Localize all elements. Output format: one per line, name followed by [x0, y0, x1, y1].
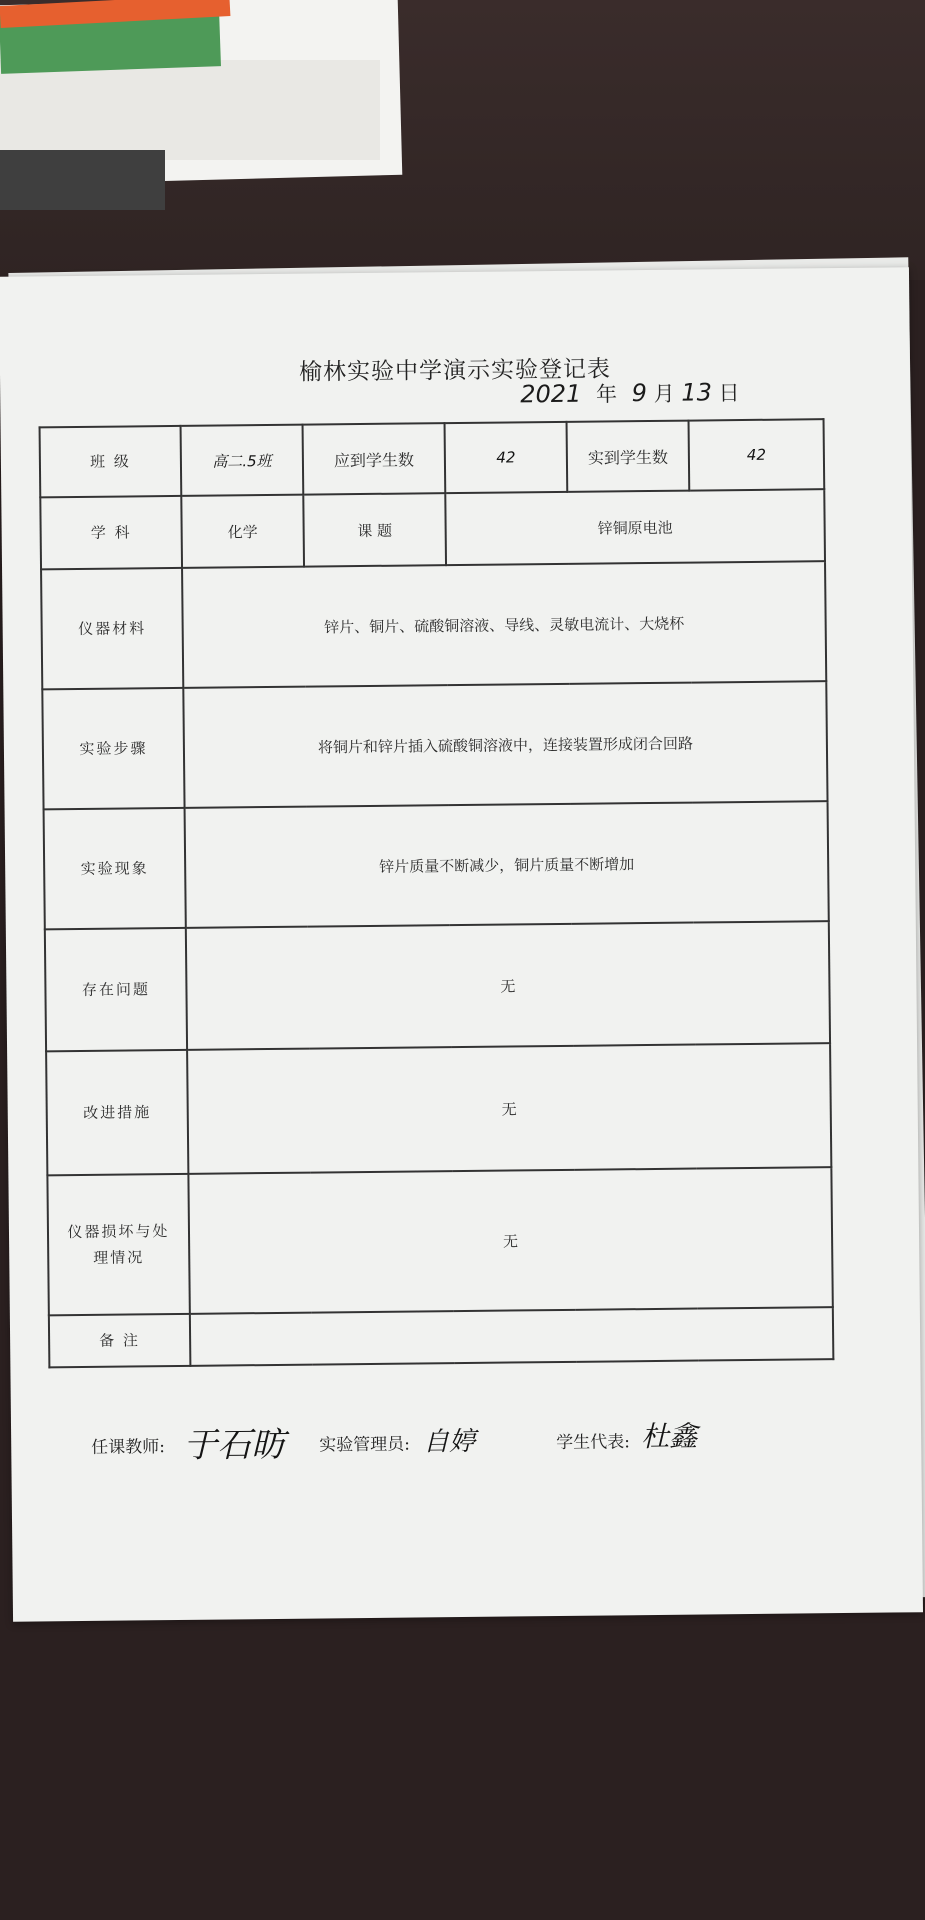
row-value: 无: [187, 1043, 831, 1174]
expected-students-label: 应到学生数: [303, 423, 446, 494]
admin-signature: 自婷: [423, 1426, 476, 1458]
form-row: [47, 1167, 832, 1315]
actual-students-label: 实到学生数: [567, 421, 690, 492]
class-label: 班 级: [40, 426, 182, 497]
teacher-signature: 于石昉: [183, 1424, 286, 1466]
paper-stack: [0, 60, 380, 160]
form-row: [45, 921, 830, 1051]
row-label: 改进措施: [46, 1050, 188, 1175]
form-row: [44, 801, 829, 929]
signature-footer: [51, 1403, 852, 1491]
date-day: 13: [681, 378, 713, 407]
dark-paper: [0, 150, 165, 210]
subject-value: 化学: [181, 495, 304, 568]
class-row: [40, 419, 825, 497]
experiment-form-table: [39, 418, 835, 1368]
row-value: 无: [186, 921, 830, 1050]
topic-value: 锌铜原电池: [445, 489, 825, 565]
form-date: [520, 377, 740, 409]
student-signature: 杜鑫: [640, 1419, 698, 1454]
row-value: 无: [188, 1167, 832, 1314]
date-year-label: 年: [595, 382, 618, 407]
form-row: [46, 1043, 831, 1175]
row-label: 存在问题: [45, 928, 187, 1051]
subject-label: 学 科: [40, 496, 182, 569]
expected-students-value: 42: [445, 422, 568, 493]
form-row: [41, 561, 826, 689]
row-value: 锌片质量不断减少，铜片质量不断增加: [185, 801, 829, 928]
date-month-label: 月: [653, 381, 675, 406]
registration-form-sheet: [0, 267, 923, 1621]
row-value: 将铜片和锌片插入硫酸铜溶液中，连接装置形成闭合回路: [183, 681, 827, 808]
student-label: 学生代表:: [556, 1432, 631, 1454]
row-label: 备 注: [49, 1314, 191, 1367]
row-label: 仪器损坏与处理情况: [47, 1174, 189, 1315]
row-label: 实验步骤: [42, 688, 184, 809]
row-value: 锌片、铜片、硫酸铜溶液、导线、灵敏电流计、大烧杯: [182, 561, 826, 688]
subject-row: [40, 489, 825, 569]
form-title: 榆林实验中学演示实验登记表: [298, 356, 612, 386]
form-row: [42, 681, 827, 809]
date-month: 9: [631, 379, 648, 408]
topic-label: 课 题: [303, 493, 446, 566]
class-value: 高二.5班: [181, 425, 304, 496]
actual-students-value: 42: [689, 419, 825, 490]
teacher-label: 任课教师:: [91, 1437, 166, 1458]
form-row: [49, 1307, 834, 1367]
row-label: 实验现象: [44, 808, 186, 929]
date-day-label: 日: [718, 381, 740, 406]
date-year: 2021: [520, 379, 582, 409]
row-value: [190, 1307, 834, 1366]
admin-label: 实验管理员:: [319, 1434, 411, 1456]
row-label: 仪器材料: [41, 568, 183, 689]
